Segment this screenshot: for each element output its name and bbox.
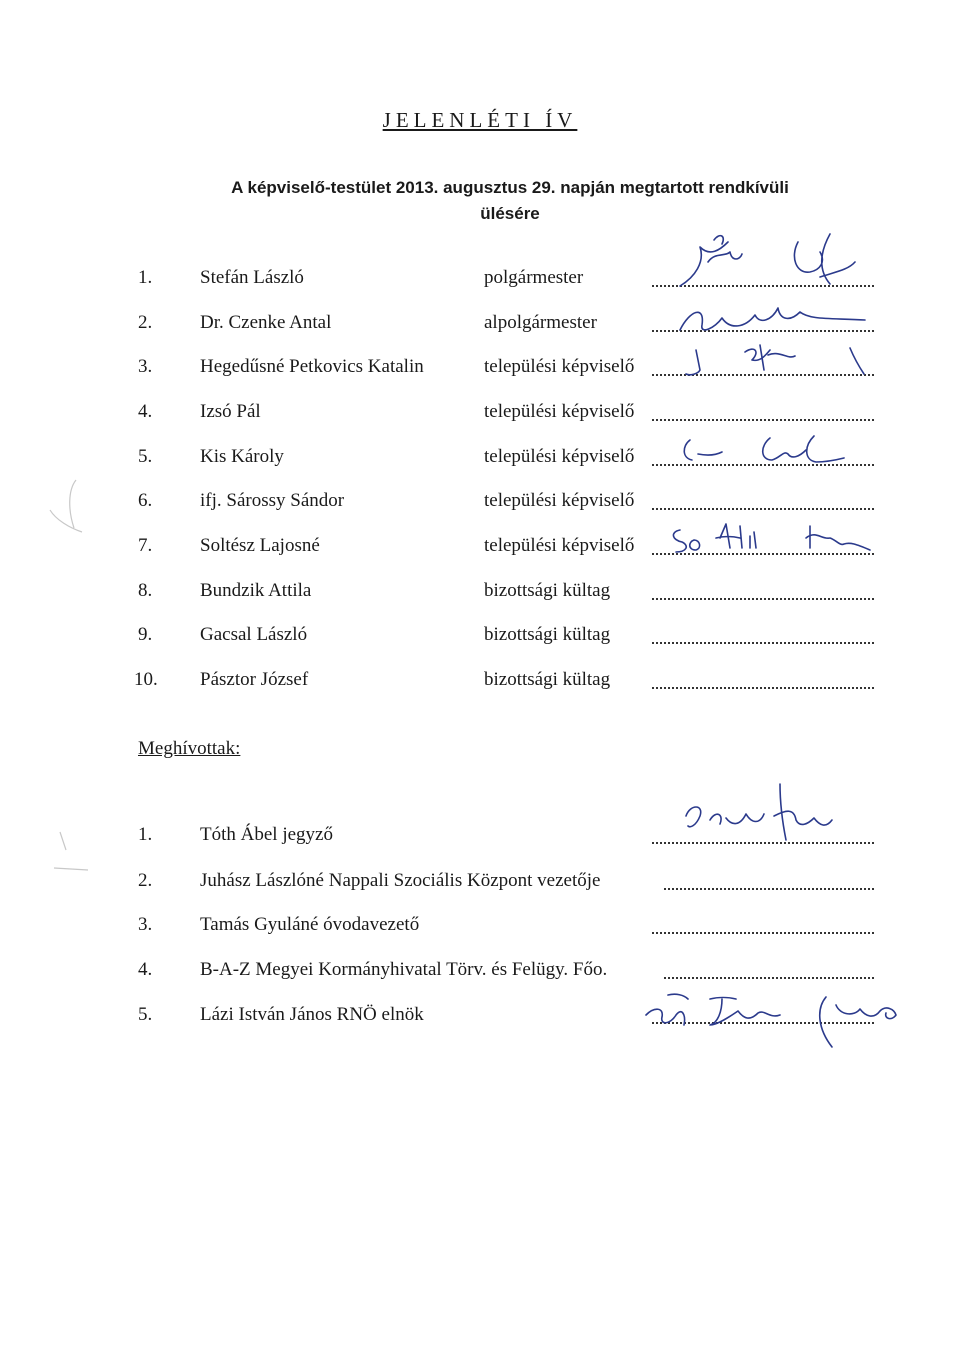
invited-number: 4. (138, 959, 153, 980)
invited-name: Tamás Gyuláné óvodavezető (200, 914, 420, 935)
attendee-row (0, 621, 960, 649)
attendee-row (0, 487, 960, 515)
attendee-name: Pásztor József (200, 669, 309, 690)
signature-line (652, 1020, 874, 1024)
signature-line (664, 975, 874, 979)
signature-line (652, 596, 874, 600)
attendee-number: 8. (138, 580, 153, 601)
signature-line (652, 462, 874, 466)
attendee-name: Kis Károly (200, 446, 284, 467)
attendee-role: bizottsági kültag (484, 580, 611, 601)
invited-name: B-A-Z Megyei Kormányhivatal Törv. és Felügy. Főo. (200, 959, 608, 980)
invited-heading: Meghívottak: (138, 738, 241, 759)
signature-line (652, 328, 874, 332)
attendee-row (0, 577, 960, 605)
signature-line (652, 417, 874, 421)
attendee-row (0, 666, 960, 694)
attendee-name: Izsó Pál (200, 401, 261, 422)
attendee-name: Dr. Czenke Antal (200, 312, 332, 333)
invited-row (0, 911, 960, 939)
attendee-role: települési képviselő (484, 401, 635, 422)
signature-line (652, 840, 874, 844)
invited-name: Lázi István János RNÖ elnök (200, 1004, 424, 1025)
attendee-name: Gacsal László (200, 624, 308, 645)
attendee-number: 1. (138, 267, 153, 288)
attendee-name: Stefán László (200, 267, 304, 288)
signature-line (652, 283, 874, 287)
attendee-role: települési képviselő (484, 356, 635, 377)
attendee-row (0, 398, 960, 426)
document-subtitle (180, 175, 840, 227)
attendee-number: 9. (138, 624, 153, 645)
attendee-role: települési képviselő (484, 490, 635, 511)
signature-line (652, 640, 874, 644)
attendee-name: Soltész Lajosné (200, 535, 320, 556)
attendee-role: települési képviselő (484, 535, 635, 556)
attendee-row (0, 443, 960, 471)
attendee-number: 7. (138, 535, 153, 556)
signature-line (664, 886, 874, 890)
attendee-name: Bundzik Attila (200, 580, 312, 601)
invited-row (0, 867, 960, 895)
invited-name: Juhász Lászlóné Nappali Szociális Központ vezetője (200, 870, 601, 891)
attendee-role: települési képviselő (484, 446, 635, 467)
invited-row (0, 1001, 960, 1029)
attendee-number: 2. (138, 312, 153, 333)
invited-number: 3. (138, 914, 153, 935)
subtitle-line-1: A képviselő-testület 2013. augusztus 29. napján megtartott rendkívüli (231, 178, 789, 197)
attendee-name: Hegedűsné Petkovics Katalin (200, 356, 424, 377)
attendee-role: bizottsági kültag (484, 624, 611, 645)
invited-row (0, 821, 960, 849)
document-title: JELENLÉTI ÍV (382, 108, 578, 132)
attendee-row (0, 353, 960, 381)
invited-name: Tóth Ábel jegyző (200, 824, 333, 845)
attendee-role: bizottsági kültag (484, 669, 611, 690)
invited-number: 2. (138, 870, 153, 891)
attendee-number: 3. (138, 356, 153, 377)
invited-number: 1. (138, 824, 153, 845)
attendee-number: 5. (138, 446, 153, 467)
signature-line (652, 685, 874, 689)
attendee-role: alpolgármester (484, 312, 597, 333)
subtitle-line-2: ülésére (480, 204, 540, 223)
attendee-row (0, 532, 960, 560)
attendee-number: 10. (134, 669, 158, 690)
signature-line (652, 930, 874, 934)
signature-line (652, 551, 874, 555)
attendee-row (0, 309, 960, 337)
invited-number: 5. (138, 1004, 153, 1025)
invited-row (0, 956, 960, 984)
attendee-role: polgármester (484, 267, 584, 288)
signature-line (652, 372, 874, 376)
attendee-number: 4. (138, 401, 153, 422)
attendee-name: ifj. Sárossy Sándor (200, 490, 345, 511)
signature-line (652, 506, 874, 510)
attendee-number: 6. (138, 490, 153, 511)
attendee-row (0, 264, 960, 292)
